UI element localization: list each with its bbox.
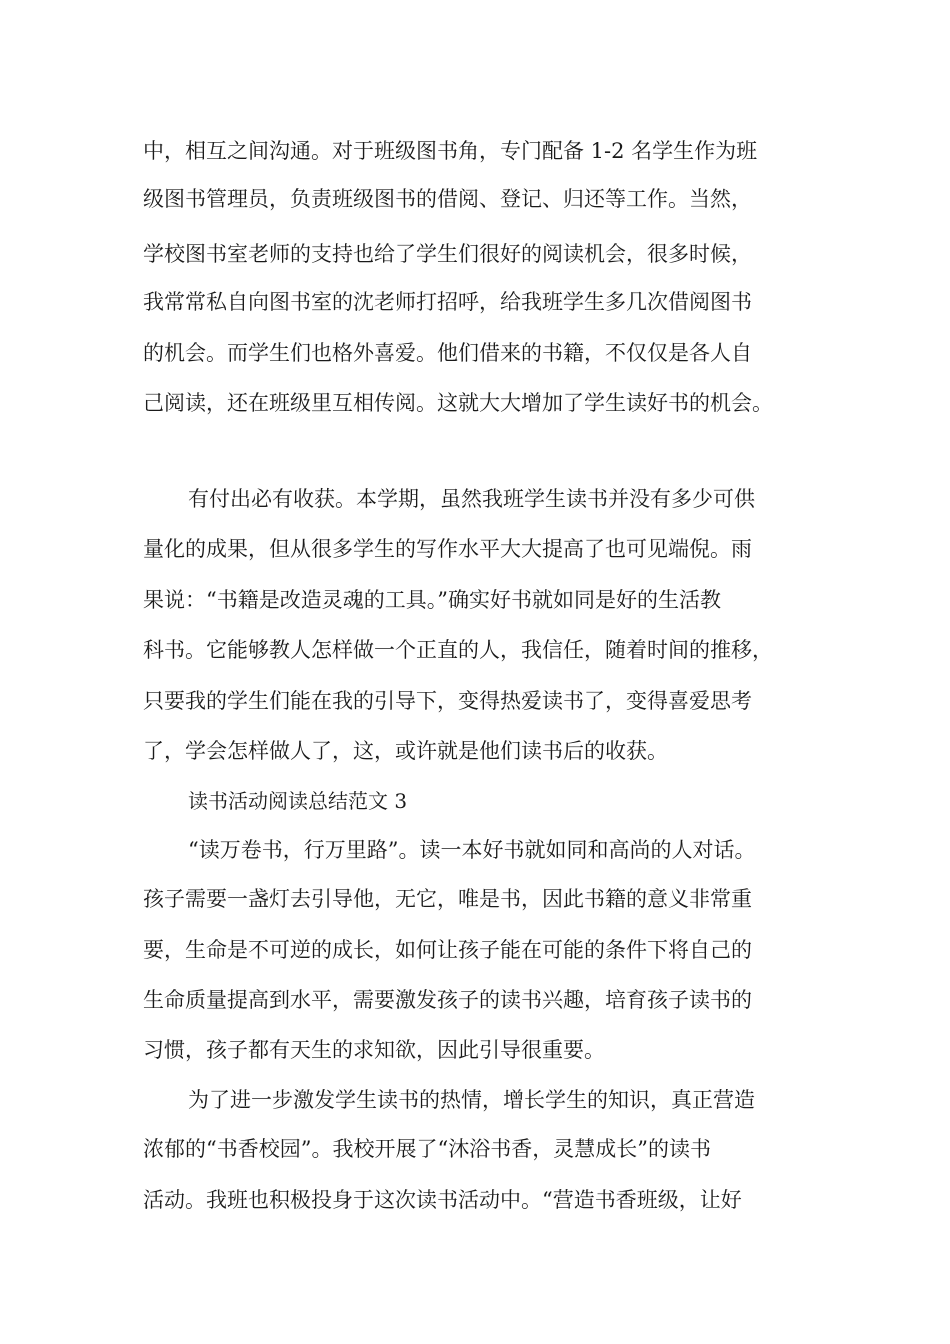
text-line: 的机会。而学生们也格外喜爱。他们借来的书籍，不仅仅是各人自 bbox=[143, 341, 752, 365]
text-line: 为了进一步激发学生读书的热情，增长学生的知识，真正营造 bbox=[188, 1088, 755, 1112]
text-line: 己阅读，还在班级里互相传阅。这就大大增加了学生读好书的机会。 bbox=[143, 391, 773, 415]
text-line: 果说：“书籍是改造灵魂的工具。”确实好书就如同是好的生活教 bbox=[143, 588, 721, 612]
section-heading: 读书活动阅读总结范文 3 bbox=[188, 789, 408, 813]
text-line: 了，学会怎样做人了，这，或许就是他们读书后的收获。 bbox=[143, 739, 668, 763]
text-line: 中，相互之间沟通。对于班级图书角，专门配备 1-2 名学生作为班 bbox=[143, 139, 758, 163]
text-line: “读万卷书，行万里路”。读一本好书就如同和高尚的人对话。 bbox=[188, 838, 756, 862]
text-line: 孩子需要一盏灯去引导他，无它，唯是书，因此书籍的意义非常重 bbox=[143, 887, 752, 911]
text-line: 只要我的学生们能在我的引导下，变得热爱读书了，变得喜爱思考 bbox=[143, 689, 752, 713]
text-line: 要，生命是不可逆的成长，如何让孩子能在可能的条件下将自己的 bbox=[143, 938, 752, 962]
text-line: 生命质量提高到水平，需要激发孩子的读书兴趣，培育孩子读书的 bbox=[143, 988, 752, 1012]
text-line: 习惯，孩子都有天生的求知欲，因此引导很重要。 bbox=[143, 1038, 605, 1062]
text-line: 活动。我班也积极投身于这次读书活动中。“营造书香班级，让好 bbox=[143, 1188, 742, 1212]
text-line: 学校图书室老师的支持也给了学生们很好的阅读机会，很多时候， bbox=[143, 242, 752, 266]
text-line: 量化的成果，但从很多学生的写作水平大大提高了也可见端倪。雨 bbox=[143, 537, 752, 561]
text-line: 浓郁的“书香校园”。我校开展了“沐浴书香，灵慧成长”的读书 bbox=[143, 1137, 711, 1161]
text-line: 级图书管理员，负责班级图书的借阅、登记、归还等工作。当然， bbox=[143, 187, 752, 211]
text-line: 科书。它能够教人怎样做一个正直的人，我信任，随着时间的推移， bbox=[143, 638, 773, 662]
text-line: 我常常私自向图书室的沈老师打招呼，给我班学生多几次借阅图书 bbox=[143, 290, 752, 314]
text-line: 有付出必有收获。本学期，虽然我班学生读书并没有多少可供 bbox=[188, 487, 755, 511]
